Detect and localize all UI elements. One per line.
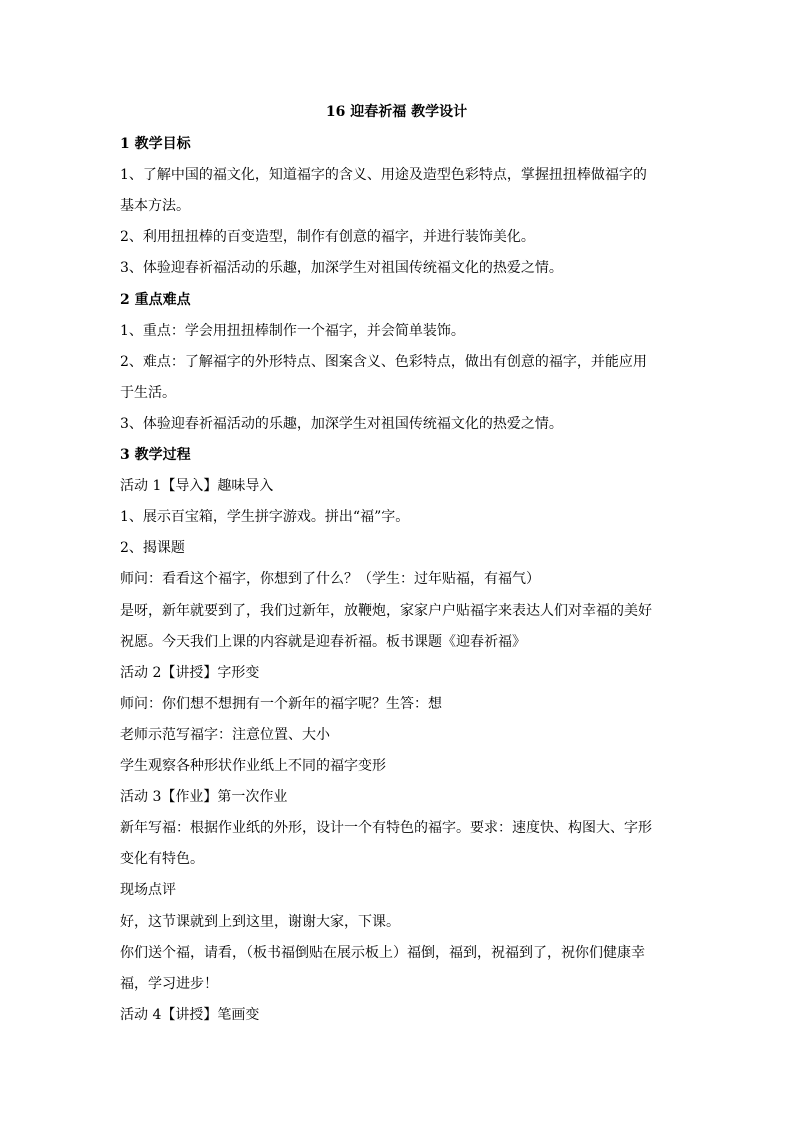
paragraph-line: 3、体验迎春祈福活动的乐趣，加深学生对祖国传统福文化的热爱之情。 xyxy=(120,260,563,276)
paragraph-line: 老师示范写福字：注意位置、大小 xyxy=(120,727,330,743)
paragraph-line: 1、重点：学会用扭扭棒制作一个福字，并会简单装饰。 xyxy=(120,323,465,339)
paragraph-line: 祝愿。今天我们上课的内容就是迎春祈福。板书课题《迎春祈福》 xyxy=(120,634,526,650)
paragraph-line: 1、了解中国的福文化，知道福字的含义、用途及造型色彩特点，掌握扭扭棒做福字的 xyxy=(120,167,647,183)
paragraph-line: 2、利用扭扭棒的百变造型，制作有创意的福字，并进行装饰美化。 xyxy=(120,229,535,245)
section-heading: 2 重点难点 xyxy=(120,292,191,308)
paragraph-line: 师问：看看这个福字，你想到了什么？（学生：过年贴福，有福气） xyxy=(120,571,540,587)
paragraph-line: 新年写福：根据作业纸的外形，设计一个有特色的福字。要求：速度快、构图大、字形 xyxy=(120,820,652,836)
paragraph-line: 你们送个福，请看，（板书福倒贴在展示板上）福倒，福到，祝福到了，祝你们健康幸 xyxy=(120,945,645,961)
paragraph-line: 是呀，新年就要到了，我们过新年，放鞭炮，家家户户贴福字来表达人们对幸福的美好 xyxy=(120,603,652,619)
paragraph-line: 活动 4【讲授】笔画变 xyxy=(120,1007,260,1023)
paragraph-line: 活动 3【作业】第一次作业 xyxy=(120,789,288,805)
paragraph-line: 变化有特色。 xyxy=(120,851,204,867)
paragraph-line: 3、体验迎春祈福活动的乐趣，加深学生对祖国传统福文化的热爱之情。 xyxy=(120,416,563,432)
document-title: 16 迎春祈福 教学设计 xyxy=(325,104,468,120)
section-heading: 3 教学过程 xyxy=(120,447,191,463)
paragraph-line: 2、揭课题 xyxy=(120,540,185,556)
section-heading: 1 教学目标 xyxy=(120,136,191,152)
paragraph-line: 基本方法。 xyxy=(120,198,190,214)
paragraph-line: 好，这节课就到上到这里，谢谢大家，下课。 xyxy=(120,914,400,930)
paragraph-line: 福，学习进步！ xyxy=(120,976,218,992)
paragraph-line: 活动 1【导入】趣味导入 xyxy=(120,478,274,494)
paragraph-line: 活动 2【讲授】字形变 xyxy=(120,665,260,681)
paragraph-line: 1、展示百宝箱，学生拼字游戏。拼出“福”字。 xyxy=(120,509,410,525)
paragraph-line: 学生观察各种形状作业纸上不同的福字变形 xyxy=(120,758,386,774)
paragraph-line: 于生活。 xyxy=(120,385,176,401)
paragraph-line: 现场点评 xyxy=(120,882,176,898)
paragraph-line: 2、难点：了解福字的外形特点、图案含义、色彩特点，做出有创意的福字，并能应用 xyxy=(120,354,647,370)
paragraph-line: 师问：你们想不想拥有一个新年的福字呢？生答：想 xyxy=(120,696,442,712)
